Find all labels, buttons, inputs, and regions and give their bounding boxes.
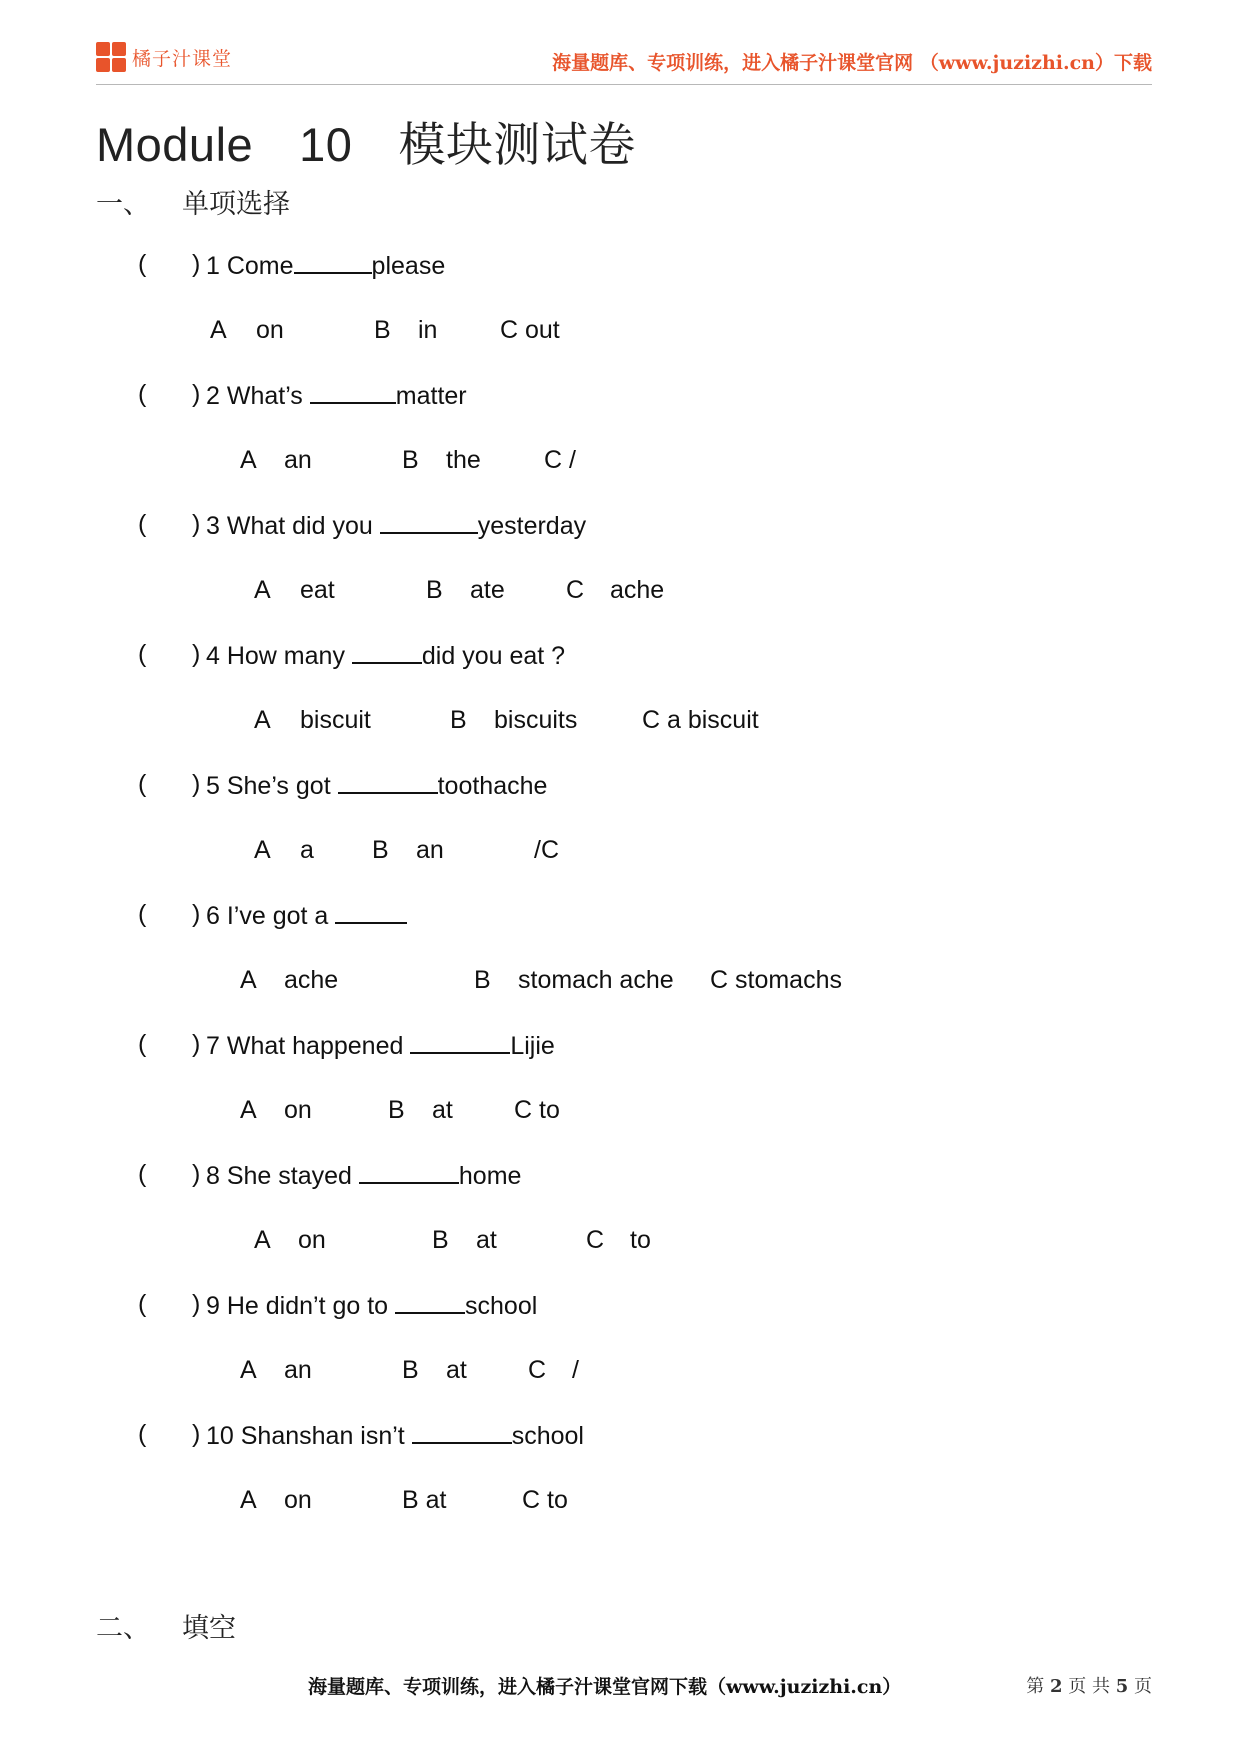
section-number: 二、 [96,1613,150,1644]
option-a-text: on [256,316,284,344]
option-b-text: an [416,836,444,864]
option-b-text: biscuits [494,706,578,734]
question-text-suffix: matter [395,382,467,410]
option-a-text: an [284,446,312,474]
option-letter-b: B [426,576,443,604]
question-text-suffix: please [371,252,446,280]
question-text: 3 What did you [206,512,373,540]
option-a-text: on [298,1226,326,1254]
question-stem [206,640,565,671]
option-b-text: ate [470,576,505,604]
option-letter-b: B [402,1356,419,1384]
section-label: 单项选择 [182,189,290,220]
answer-paren-close: ) [192,1420,201,1448]
question-text: 8 She stayed [206,1162,352,1190]
question-4 [0,640,1240,674]
page-suffix: 页 [1134,1676,1152,1697]
answer-blank[interactable] [294,250,372,274]
option-b-text: at [476,1226,497,1254]
question-stem [206,1290,537,1321]
answer-paren-open: ( [138,1160,147,1188]
question-stem [206,1030,555,1061]
question-7 [0,1030,1240,1064]
question-text: 2 What’s [206,382,303,410]
option-a-text: biscuit [300,706,371,734]
option-a-text: eat [300,576,335,604]
option-letter-a: A [240,1356,257,1384]
option-c-text: /C [534,836,559,864]
answer-blank[interactable] [310,380,396,404]
answer-paren-open: ( [138,1420,147,1448]
answer-paren-close: ) [192,1160,201,1188]
question-text: 9 He didn’t go to [206,1292,389,1320]
option-letter-b: B [402,446,419,474]
answer-paren-open: ( [138,640,147,668]
option-letter-b: B [450,706,467,734]
question-text-suffix: did you eat ? [421,642,566,670]
question-stem [206,770,547,801]
answer-paren-close: ) [192,1290,201,1318]
option-letter-c: C [586,1226,605,1254]
option-b-text: in [418,316,438,344]
answer-paren-open: ( [138,900,147,928]
answer-paren-open: ( [138,510,147,538]
question-text-suffix: school [511,1422,584,1450]
question-stem [206,1160,521,1191]
question-stem [206,1420,584,1451]
answer-blank[interactable] [380,510,478,534]
question-9 [0,1290,1240,1324]
option-letter-a: A [254,576,271,604]
footer-slogan: 海量题库、专项训练，进入橘子汁课堂官网下载（www.juzizhi.cn） [308,1676,902,1698]
question-text: 1 Come [206,252,294,280]
option-c-text: C / [544,446,576,474]
answer-blank[interactable] [338,770,438,794]
question-text-suffix: home [458,1162,522,1190]
option-letter-b: B [388,1096,405,1124]
answer-paren-open: ( [138,250,147,278]
section-heading-2 [96,1606,236,1645]
page-title [96,108,636,175]
section-number: 一、 [96,189,150,220]
answer-paren-close: ) [192,900,201,928]
option-a-text: ache [284,966,339,994]
page-prefix: 第 [1026,1676,1045,1697]
option-b-text: the [446,446,481,474]
title-number: 10 [299,118,353,171]
page-total: 5 [1115,1676,1129,1697]
option-c-text: C to [522,1486,568,1514]
logo-blocks-icon [96,42,126,72]
question-text: 4 How many [206,642,345,670]
option-letter-a: A [254,706,271,734]
answer-paren-open: ( [138,1290,147,1318]
question-2 [0,380,1240,414]
answer-blank[interactable] [410,1030,510,1054]
page-current: 2 [1050,1676,1063,1697]
option-letter-a: A [254,836,271,864]
option-a-text: an [284,1356,312,1384]
question-text-suffix: Lijie [510,1032,555,1060]
answer-blank[interactable] [412,1420,512,1444]
option-b-text: at [446,1356,467,1384]
question-text: 5 She’s got [206,772,331,800]
answer-paren-close: ) [192,510,201,538]
answer-blank[interactable] [359,1160,459,1184]
question-text-suffix: toothache [437,772,548,800]
option-letter-b: B [474,966,491,994]
question-5 [0,770,1240,804]
question-text: 10 Shanshan isn’t [206,1422,405,1450]
option-a-text: on [284,1486,312,1514]
question-stem [206,380,467,411]
option-c-text: C a biscuit [642,706,759,734]
option-b-text: B at [402,1486,447,1514]
question-text: 7 What happened [206,1032,404,1060]
answer-paren-close: ) [192,380,201,408]
option-c-text: ache [610,576,665,604]
answer-blank[interactable] [335,900,407,924]
page-footer [0,1672,1240,1712]
brand-logo [96,42,232,72]
answer-blank[interactable] [395,1290,465,1314]
option-letter-a: A [240,966,257,994]
option-letter-a: A [240,446,257,474]
question-8 [0,1160,1240,1194]
option-letter-a: A [254,1226,271,1254]
option-letter-b: B [374,316,391,344]
option-c-text: C stomachs [710,966,842,994]
option-letter-a: A [240,1486,257,1514]
page-header [96,40,1152,85]
page-indicator [1026,1672,1152,1698]
question-text-suffix: yesterday [477,512,587,540]
option-letter-b: B [372,836,389,864]
option-a-text: a [300,836,314,864]
question-3 [0,510,1240,544]
question-1 [0,250,1240,284]
page-middle: 页 共 [1068,1676,1110,1697]
option-c-text: C to [514,1096,560,1124]
option-c-text: / [572,1356,579,1384]
option-c-text: to [630,1226,651,1254]
option-letter-a: A [210,316,227,344]
question-6 [0,900,1240,934]
section-label: 填空 [182,1613,236,1644]
question-stem [206,900,407,931]
option-b-text: at [432,1096,453,1124]
option-a-text: on [284,1096,312,1124]
answer-paren-close: ) [192,770,201,798]
option-letter-a: A [240,1096,257,1124]
answer-paren-open: ( [138,1030,147,1058]
answer-paren-close: ) [192,640,201,668]
answer-paren-close: ) [192,250,201,278]
question-text: 6 I’ve got a [206,902,329,930]
answer-blank[interactable] [352,640,422,664]
title-module: Module [96,118,254,171]
section-heading-1 [96,182,290,221]
option-letter-c: C [566,576,585,604]
option-b-text: stomach ache [518,966,674,994]
option-c-text: C out [500,316,560,344]
header-slogan: 海量题库、专项训练，进入橘子汁课堂官网 （www.juzizhi.cn）下载 [552,52,1152,74]
answer-paren-close: ) [192,1030,201,1058]
option-letter-b: B [432,1226,449,1254]
question-stem [206,250,445,281]
question-10 [0,1420,1240,1454]
answer-paren-open: ( [138,380,147,408]
answer-paren-open: ( [138,770,147,798]
question-text-suffix: school [465,1292,538,1320]
logo-text: 橘子汁课堂 [132,47,233,70]
title-name: 模块测试卷 [398,118,636,171]
option-letter-c: C [528,1356,547,1384]
question-stem [206,510,586,541]
